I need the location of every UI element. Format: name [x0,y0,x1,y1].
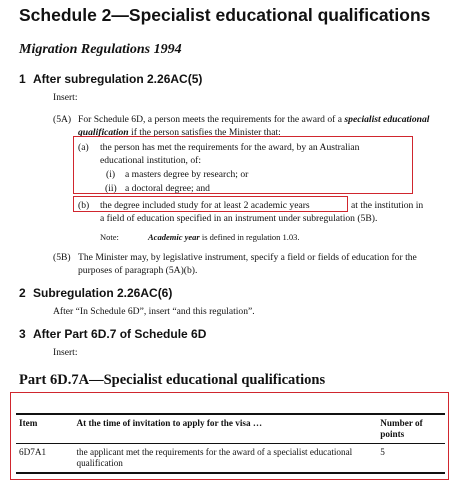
cell-condition: the applicant met the requirements for the award of a specialist educational qualification [76,447,353,468]
table-row [16,444,445,474]
para-i-label: (i) [106,169,116,180]
specialist-qualification-term: specialist educational qualification [78,114,430,138]
para-ii-text: a doctoral degree; and [125,183,210,194]
note-definition: is defined in regulation 1.03. [201,232,300,242]
para-b-rest-line2: a field of education specified in an instrument under subregulation (5B). [100,213,378,224]
cell-points: 5 [380,447,385,457]
para-a-text: the person has met the requirements for the award, by an Australian educational institution, of: [100,142,360,166]
schedule-heading: Schedule 2—Specialist educational qualifications [19,5,431,25]
para-5A-label: (5A) [53,114,72,125]
table-header-row [16,414,445,444]
para-b-boxed-text: the degree included study for at least 2 academic years [100,200,310,211]
para-i-text: a masters degree by research; or [125,169,249,180]
header-points: Number of points [380,418,423,439]
academic-year-term: Academic year [148,232,200,242]
item2-instruction: After “In Schedule 6D”, insert “and this regulation”. [53,306,255,317]
regulation-title: Migration Regulations 1994 [19,42,182,57]
para-5B-text: The Minister may, by legislative instrument, specify a field or fields of education for the purposes of paragraph (5A)(b). [78,252,417,276]
para-b-rest-line1: at the institution in [351,200,424,211]
points-table [16,413,445,474]
para-5A-lead: For Schedule 6D, a person meets the requirements for the award of a [78,114,343,125]
header-item: Item [19,418,38,428]
item2-number: 2 [19,286,26,300]
item3-title: After Part 6D.7 of Schedule 6D [33,327,207,341]
para-ii-label: (ii) [105,183,117,194]
part-title: Part 6D.7A—Specialist educational qualifications [19,372,326,388]
note-label: Note: [100,232,119,242]
item3-instruction: Insert: [53,347,78,358]
header-condition: At the time of invitation to apply for the visa … [76,418,263,428]
para-a-label: (a) [78,142,89,153]
item1-title: After subregulation 2.26AC(5) [33,72,203,86]
highlight-box-a [73,136,413,194]
para-5B-label: (5B) [53,252,71,263]
para-5A-tail: if the person satisfies the Minister that: [131,127,281,138]
para-b-label: (b) [78,200,90,211]
item1-number: 1 [19,72,26,86]
item1-instruction: Insert: [53,92,78,103]
highlight-box-b [73,196,348,212]
item3-number: 3 [19,327,26,341]
item2-title: Subregulation 2.26AC(6) [33,286,173,300]
cell-item: 6D7A1 [19,447,47,457]
note-text [148,231,300,244]
